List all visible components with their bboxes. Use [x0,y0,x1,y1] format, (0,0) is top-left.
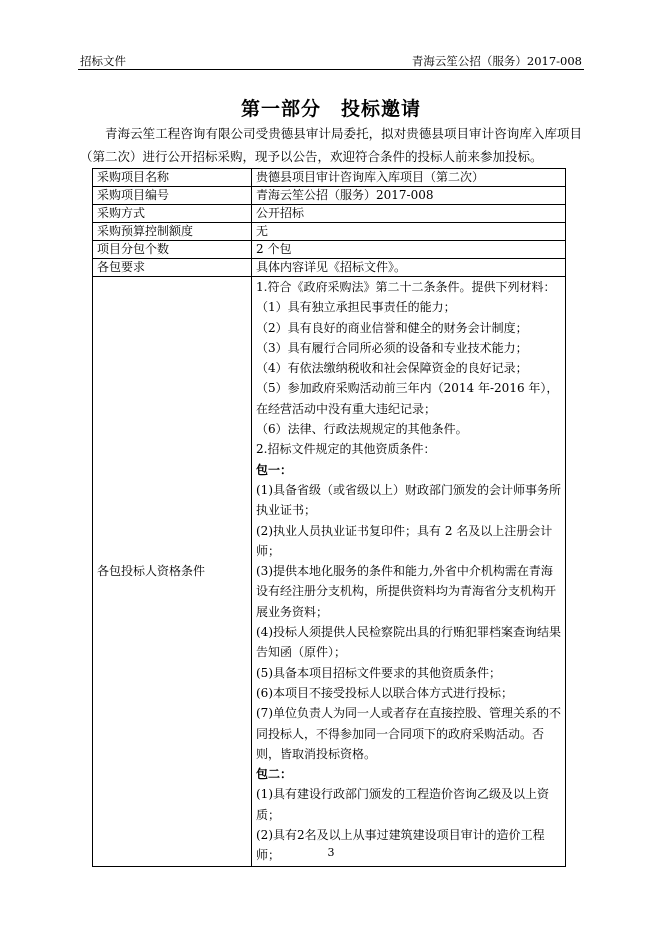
table-row [93,259,566,277]
header-divider [78,69,584,70]
qual-line: (2)具有2名及以上从事过建筑建设项目审计的造价工程师； [256,828,545,863]
table-row [93,169,566,187]
qual-line: 1.符合《政府采购法》第二十二条条件。提供下列材料： [256,280,556,294]
header-right: 青海云笙公招（服务）2017-008 [411,54,582,68]
qual-line: (5)具备本项目招标文件要求的其他资质条件； [256,665,501,680]
qual-line: （5）参加政府采购活动前三年内（2014 年-2016 年），在经营活动中没有重大违纪记录； [256,381,559,416]
row-value: 青海云笙公招（服务）2017-008 [252,187,566,205]
invitation-table [92,168,566,867]
qualification-label: 各包投标人资格条件 [93,277,252,867]
row-label: 各包要求 [93,259,252,277]
row-label: 采购项目名称 [93,169,252,187]
qual-line: (1)具有建设行政部门颁发的工程造价咨询乙级及以上资质； [256,787,550,822]
page-number: 3 [327,846,335,859]
row-label: 采购方式 [93,205,252,223]
package-heading: 包一： [256,462,293,477]
table-row [93,223,566,241]
qual-line: （3）具有履行合同所必须的设备和专业技术能力； [256,340,528,355]
row-label: 采购项目编号 [93,187,252,205]
qualification-content [252,277,566,867]
qualification-row [93,277,566,867]
qual-line: (7)单位负责人为同一人或者存在直接控股、管理关系的不同投标人，不得参加同一合同项下的政府采购活动。否则，皆取消投标资格。 [256,706,562,761]
qual-line: (4)投标人须提供人民检察院出具的行贿犯罪档案查询结果告知函（原件）； [256,625,562,660]
qual-line: 2.招标文件规定的其他资质条件： [256,442,436,457]
row-value: 具体内容详见《招标文件》。 [252,259,566,277]
qual-line: (6)本项目不接受投标人以联合体方式进行投标； [256,685,513,700]
row-value: 贵德县项目审计咨询库入库项目（第二次） [252,169,566,187]
row-value: 2 个包 [252,241,566,259]
header-left: 招标文件 [80,54,126,68]
qual-line: (2)执业人员执业证书复印件；具有 2 名及以上注册会计师； [256,523,553,558]
qual-line: （2）具有良好的商业信誉和健全的财务会计制度； [256,320,528,335]
row-value: 公开招标 [252,205,566,223]
row-value: 无 [252,223,566,241]
table-row [93,187,566,205]
intro-paragraph: 青海云笙工程咨询有限公司受贵德县审计局委托，拟对贵德县项目审计咨询库入库项目（第二次）进行公开招标采购，现予以公告，欢迎符合条件的投标人前来参加投标。 [80,126,582,164]
qual-line: (1)具备省级（或省级以上）财政部门颁发的会计师事务所执业证书； [256,482,562,518]
package-heading: 包二： [256,767,293,782]
qual-line: （4）有依法缴纳税收和社会保障资金的良好记录； [256,361,528,376]
row-label: 项目分包个数 [93,241,252,259]
qual-line: （6）法律、行政法规规定的其他条件。 [256,422,468,437]
table-row [93,241,566,259]
table-row [93,205,566,223]
page-title: 第一部分 投标邀请 [240,98,421,120]
qual-line: （1）具有独立承担民事责任的能力； [256,300,456,315]
row-label: 采购预算控制额度 [93,223,252,241]
qual-line: (3)提供本地化服务的条件和能力,外省中介机构需在青海设有经注册分支机构，所提供资料均为青海省分支机构开展业务资料； [256,564,557,619]
